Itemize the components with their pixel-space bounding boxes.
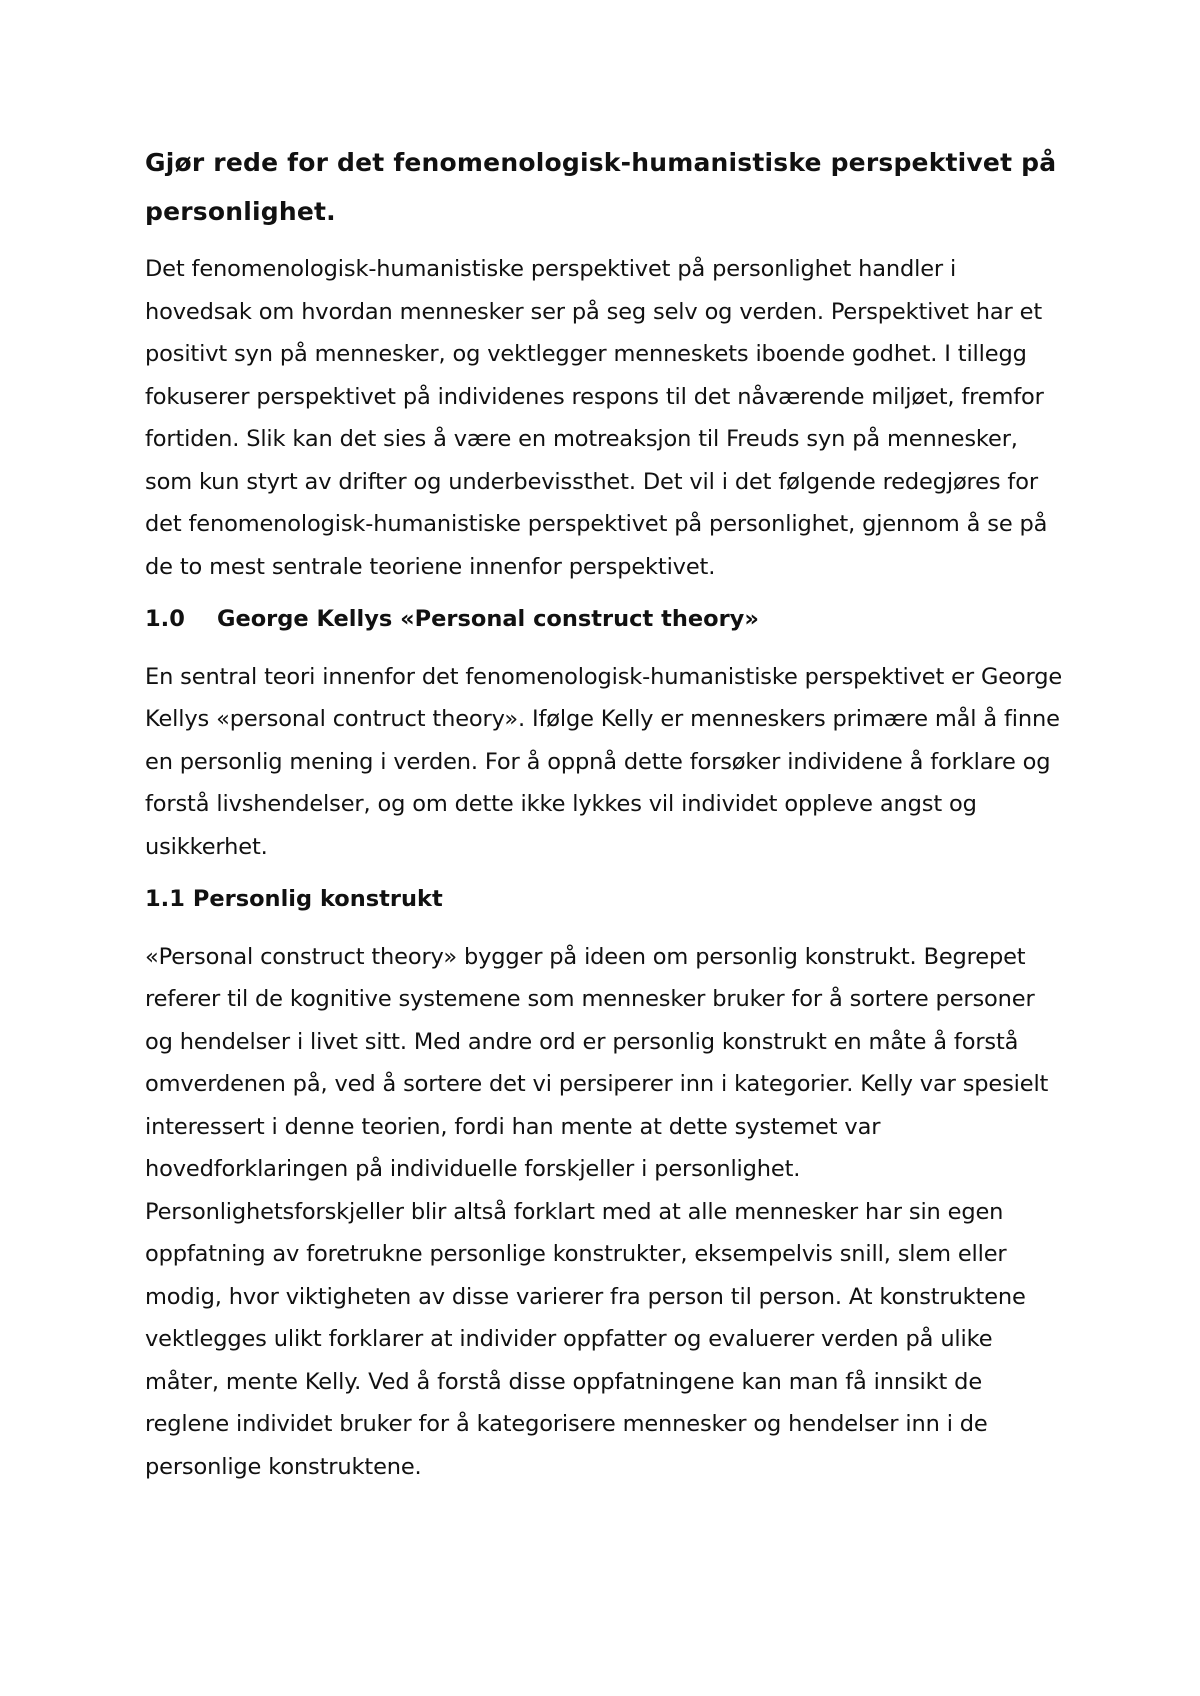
section-number: 1.1 xyxy=(145,886,185,912)
section-title: George Kellys «Personal construct theory» xyxy=(217,606,759,632)
section-number: 1.0 xyxy=(145,606,185,632)
section-1-1-paragraph: «Personal construct theory» bygger på ideen om personlig konstrukt. Begrepet referer til de kognitive systemene som mennesker bruker for å sortere personer og hendelser i livet sitt. Med andre ord er personlig konstrukt en måte å forstå omverdenen på, ved å sortere det vi persiperer inn i kategorier. Kelly var spesielt interessert i denne teorien, fordi han mente at dette systemet var hovedforklaringen på individuelle forskjeller i personlighet. Personlighetsforskjeller blir altså forklart med at alle mennesker har sin egen oppfatning av foretrukne personlige konstrukter, eksempelvis snill, slem eller modig, hvor viktigheten av disse varierer fra person til person. At konstruktene vektlegges ulikt forklarer at individer oppfatter og evaluerer verden på ulike måter, mente Kelly. Ved å forstå disse oppfatningene kan man få innsikt de reglene individet bruker for å kategorisere mennesker og hendelser inn i de personlige konstruktene. xyxy=(145,943,1049,1480)
section-1-0-paragraph: En sentral teori innenfor det fenomenologisk-humanistiske perspektivet er George Kellys «personal contruct theory». Ifølge Kelly er menneskers primære mål å finne en personlig mening i verden. For å oppnå dette forsøker individene å forklare og forstå livshendelser, og om dette ikke lykkes vil individet oppleve angst og usikkerhet. xyxy=(145,663,1063,860)
section-title: Personlig konstrukt xyxy=(192,886,443,912)
document-page xyxy=(145,138,1065,1498)
document-title: Gjør rede for det fenomenologisk-humanistiske perspektivet på personlighet. xyxy=(145,148,1057,226)
intro-paragraph: Det fenomenologisk-humanistiske perspektivet på personlighet handler i hovedsak om hvordan mennesker ser på seg selv og verden. Perspektivet har et positivt syn på mennesker, og vektlegger menneskets iboende godhet. I tillegg fokuserer perspektivet på individenes respons til det nåværende miljøet, fremfor fortiden. Slik kan det sies å være en motreaksjon til Freuds syn på mennesker, som kun styrt av drifter og underbevissthet. Det vil i det følgende redegjøres for det fenomenologisk-humanistiske perspektivet på personlighet, gjennom å se på de to mest sentrale teoriene innenfor perspektivet. xyxy=(145,256,1048,580)
section-heading-1-0 xyxy=(145,598,1065,641)
section-heading-1-1 xyxy=(145,878,1065,921)
